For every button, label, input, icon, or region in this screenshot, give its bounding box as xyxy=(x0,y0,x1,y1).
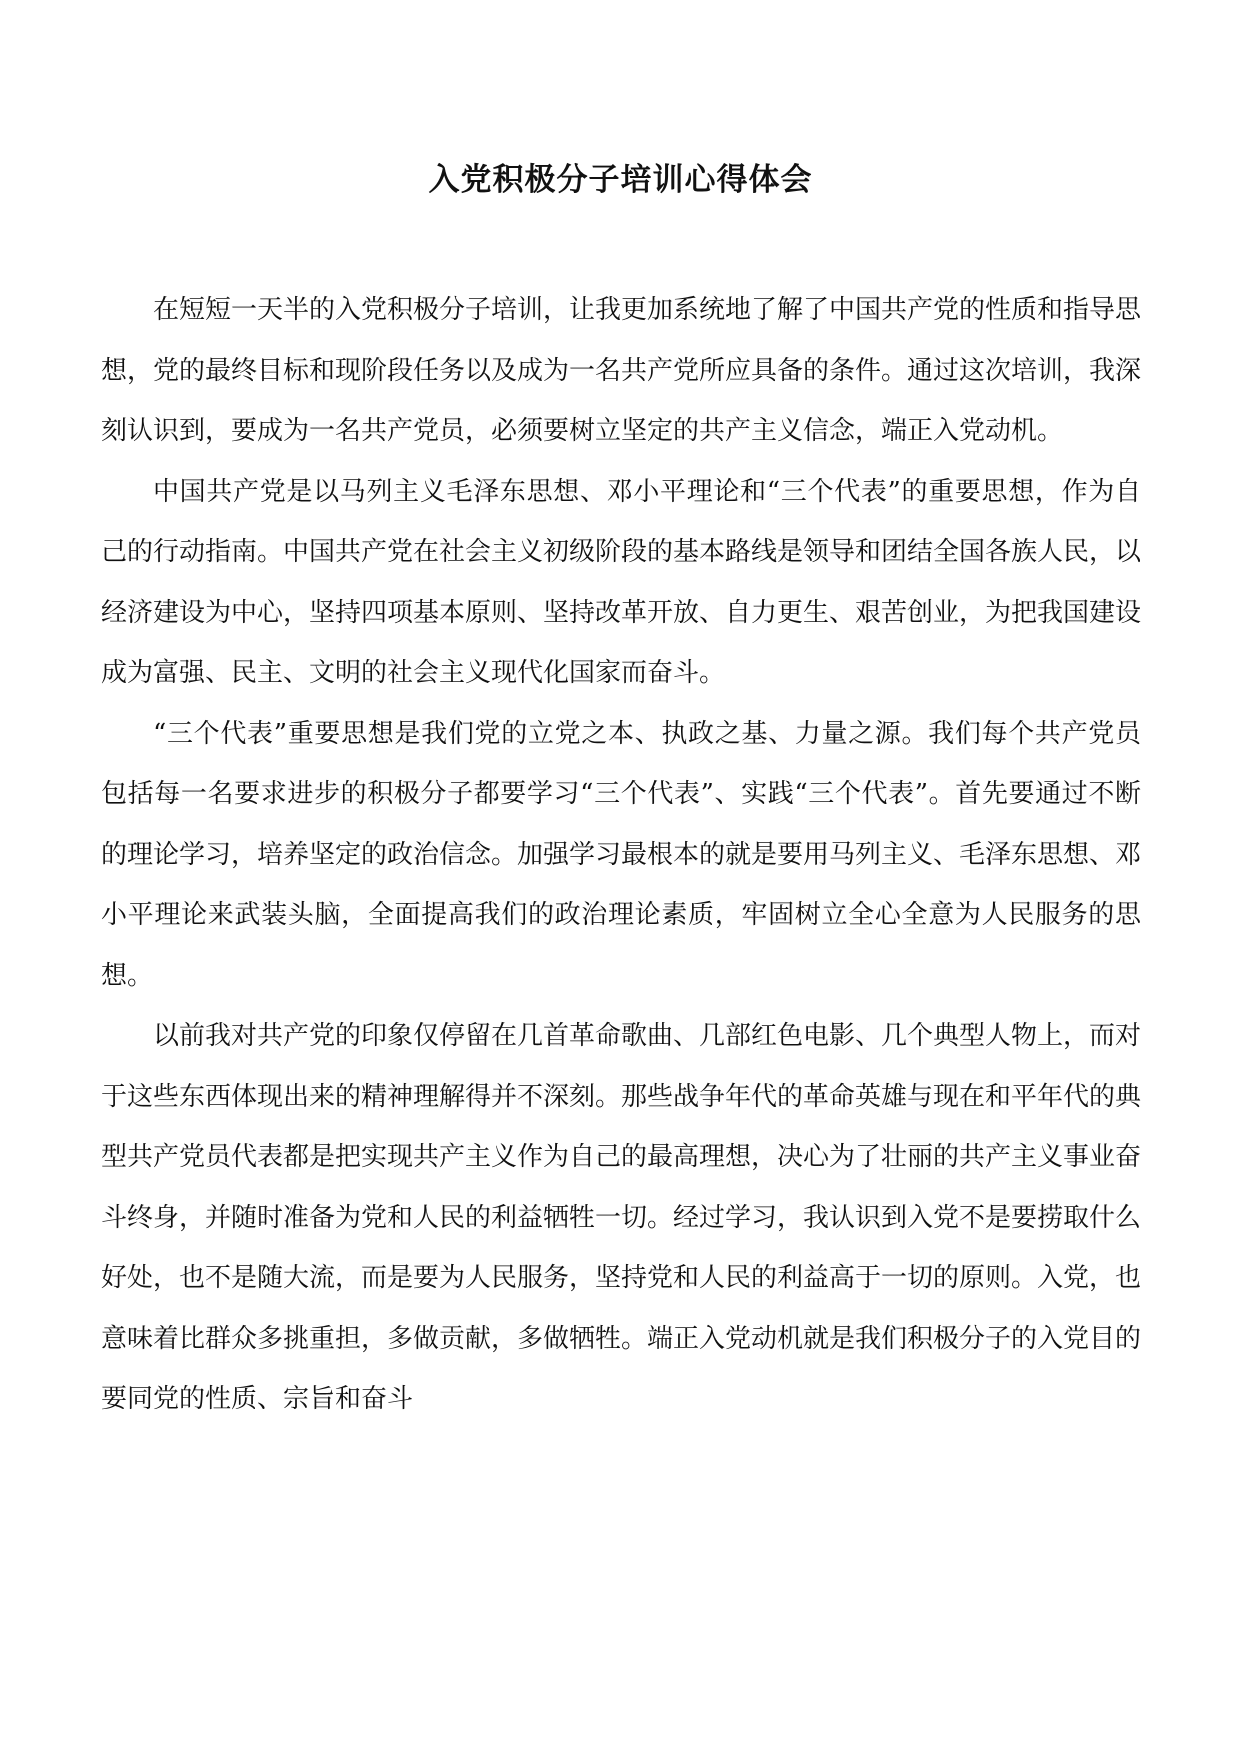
paragraph-2: 中国共产党是以马列主义毛泽东思想、邓小平理论和“三个代表”的重要思想，作为自己的行动指南。中国共产党在社会主义初级阶段的基本路线是领导和团结全国各族人民，以经济建设为中心，坚持四项基本原则、坚持改革开放、自力更生、艰苦创业，为把我国建设成为富强、民主、文明的社会主义现代化国家而奋斗。 xyxy=(101,476,1142,688)
paragraph-1: 在短短一天半的入党积极分子培训，让我更加系统地了解了中国共产党的性质和指导思想，党的最终目标和现阶段任务以及成为一名共产党所应具备的条件。通过这次培训，我深刻认识到，要成为一名共产党员，必须要树立坚定的共产主义信念，端正入党动机。 xyxy=(101,295,1142,446)
document-title: 入党积极分子培训心得体会 xyxy=(428,162,813,198)
document-body xyxy=(101,280,1141,1430)
paragraph-3: “三个代表”重要思想是我们党的立党之本、执政之基、力量之源。我们每个共产党员包括每一名要求进步的积极分子都要学习“三个代表”、实践“三个代表”。首先要通过不断的理论学习，培养坚定的政治信念。加强学习最根本的就是要用马列主义、毛泽东思想、邓小平理论来武装头脑，全面提高我们的政治理论素质，牢固树立全心全意为人民服务的思想。 xyxy=(101,718,1142,991)
paragraph-4: 以前我对共产党的印象仅停留在几首革命歌曲、几部红色电影、几个典型人物上，而对于这些东西体现出来的精神理解得并不深刻。那些战争年代的革命英雄与现在和平年代的典型共产党员代表都是把实现共产主义作为自己的最高理想，决心为了壮丽的共产主义事业奋斗终身，并随时准备为党和人民的利益牺牲一切。经过学习，我认识到入党不是要捞取什么好处，也不是随大流，而是要为人民服务，坚持党和人民的利益高于一切的原则。入党，也意味着比群众多挑重担，多做贡献，多做牺牲。端正入党动机就是我们积极分子的入党目的要同党的性质、宗旨和奋斗 xyxy=(101,1021,1142,1414)
